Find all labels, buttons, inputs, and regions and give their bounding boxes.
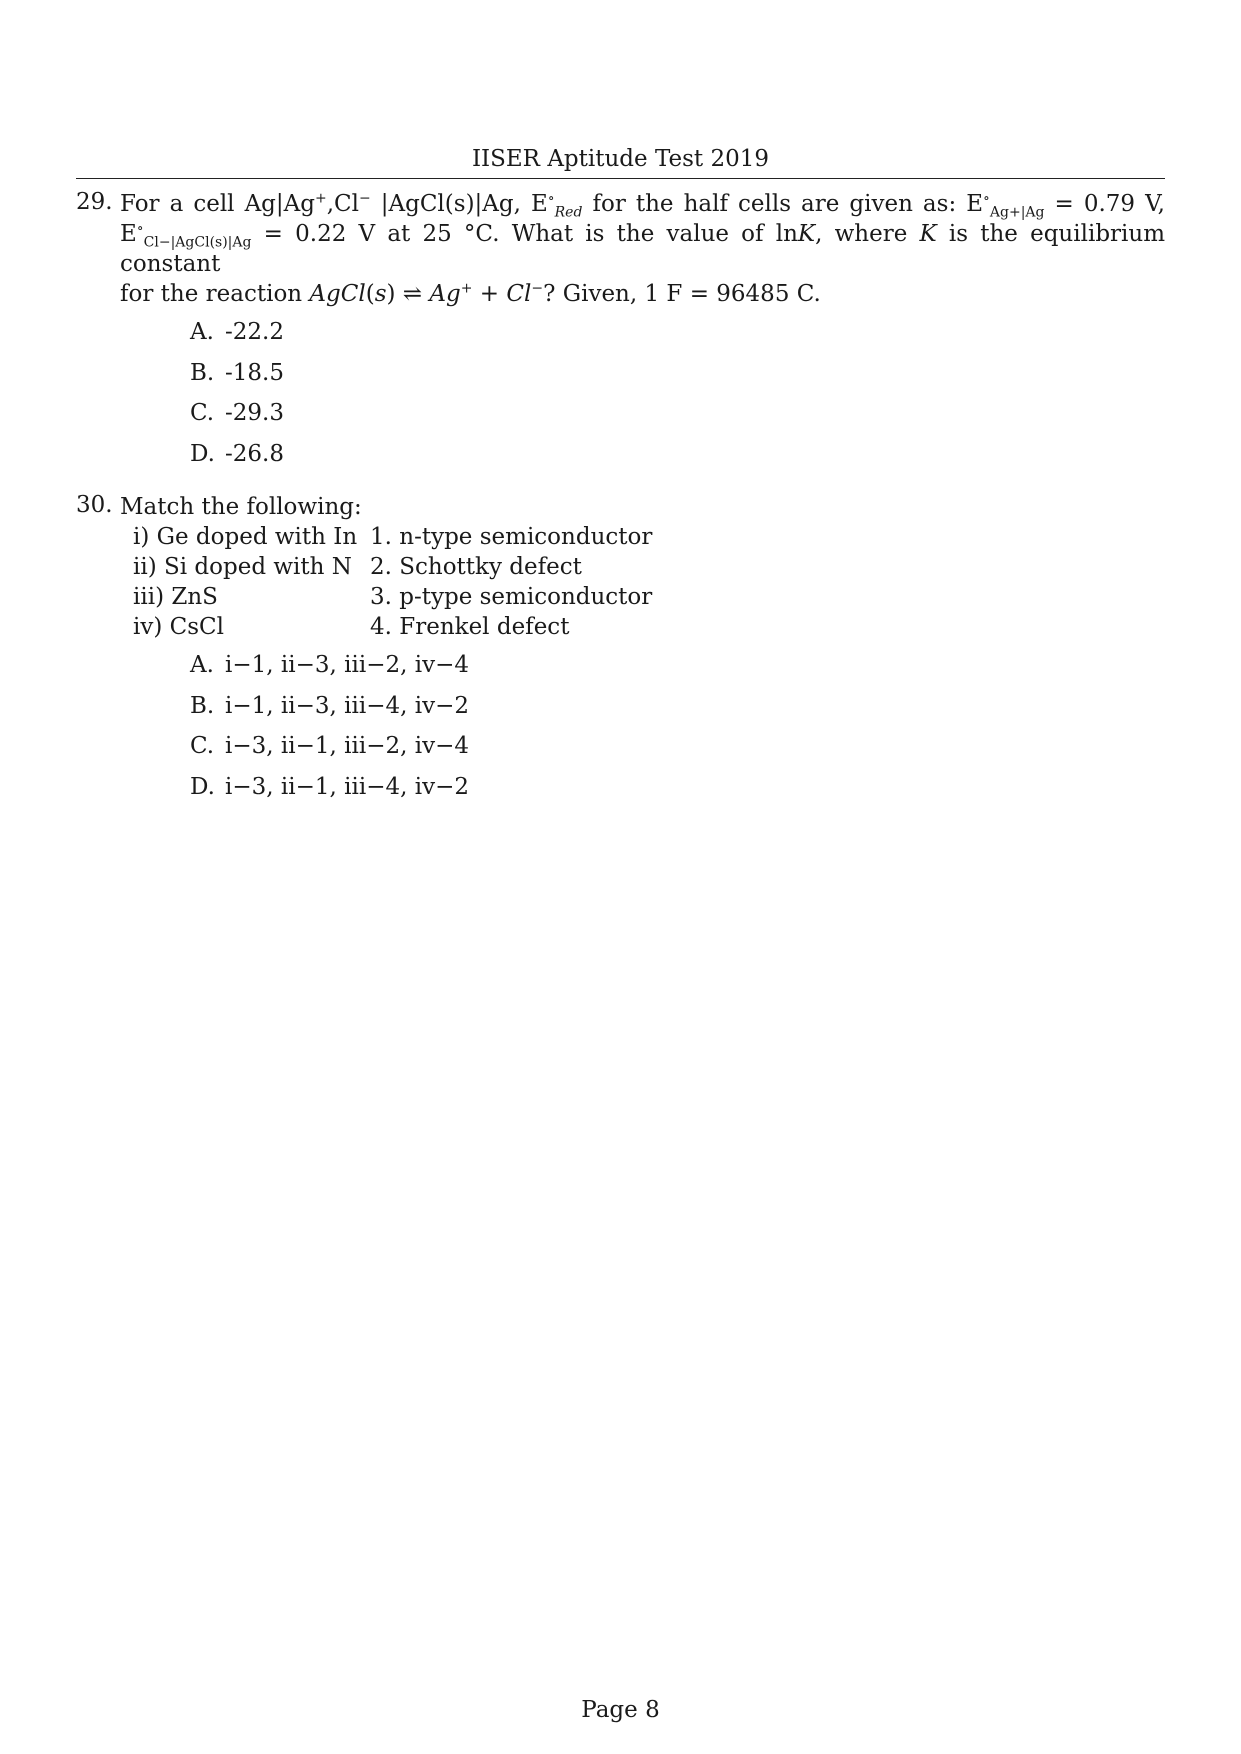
question-line-3: for the reaction AgCl(s) ⇌ Ag+ + Cl−? Given, 1 F = 96485 C. bbox=[120, 280, 821, 307]
option-c[interactable]: C. -29.3 bbox=[190, 400, 284, 426]
question-29 bbox=[76, 189, 1165, 309]
match-row: i) Ge doped with In 1. n-type semiconductor bbox=[133, 524, 653, 550]
option-b[interactable]: B. i−1, ii−3, iii−4, iv−2 bbox=[190, 692, 469, 719]
question-text bbox=[120, 189, 1165, 309]
question-30-options bbox=[190, 650, 469, 812]
option-d[interactable]: D. -26.8 bbox=[190, 440, 284, 467]
page-number: Page 8 bbox=[581, 1697, 660, 1723]
header-divider bbox=[76, 178, 1165, 179]
question-29-options bbox=[190, 317, 284, 479]
question-prompt: Match the following: bbox=[120, 494, 362, 520]
question-line-2: $E^\circ_{Cl-|AgCl(s)|Ag} = 0.22$ V at 25 °C. What is the value of lnK, where K is the equilibrium constant bbox=[120, 220, 1166, 277]
question-30 bbox=[76, 492, 1165, 522]
match-row: iv) CsCl 4. Frenkel defect bbox=[133, 614, 570, 640]
option-b[interactable]: B. -18.5 bbox=[190, 359, 284, 386]
option-c[interactable]: C. i−3, ii−1, iii−2, iv−4 bbox=[190, 733, 469, 759]
match-table bbox=[133, 522, 652, 642]
question-number: 29. bbox=[76, 189, 113, 215]
option-a[interactable]: A. -22.2 bbox=[190, 319, 284, 345]
question-number: 30. bbox=[76, 492, 113, 518]
option-a[interactable]: A. i−1, ii−3, iii−2, iv−4 bbox=[190, 652, 469, 678]
question-line-1: For a cell Ag|Ag+,Cl− |AgCl(s)|Ag, $E^\circ_{Red}$ for the half cells are given as: $E^\circ_{Ag+|Ag} = 0.79$ V, bbox=[120, 190, 1165, 221]
option-d[interactable]: D. i−3, ii−1, iii−4, iv−2 bbox=[190, 773, 469, 800]
page-header-title: IISER Aptitude Test 2019 bbox=[471, 146, 770, 172]
match-row: iii) ZnS 3. p-type semiconductor bbox=[133, 584, 653, 610]
match-row: ii) Si doped with N 2. Schottky defect bbox=[133, 554, 582, 580]
